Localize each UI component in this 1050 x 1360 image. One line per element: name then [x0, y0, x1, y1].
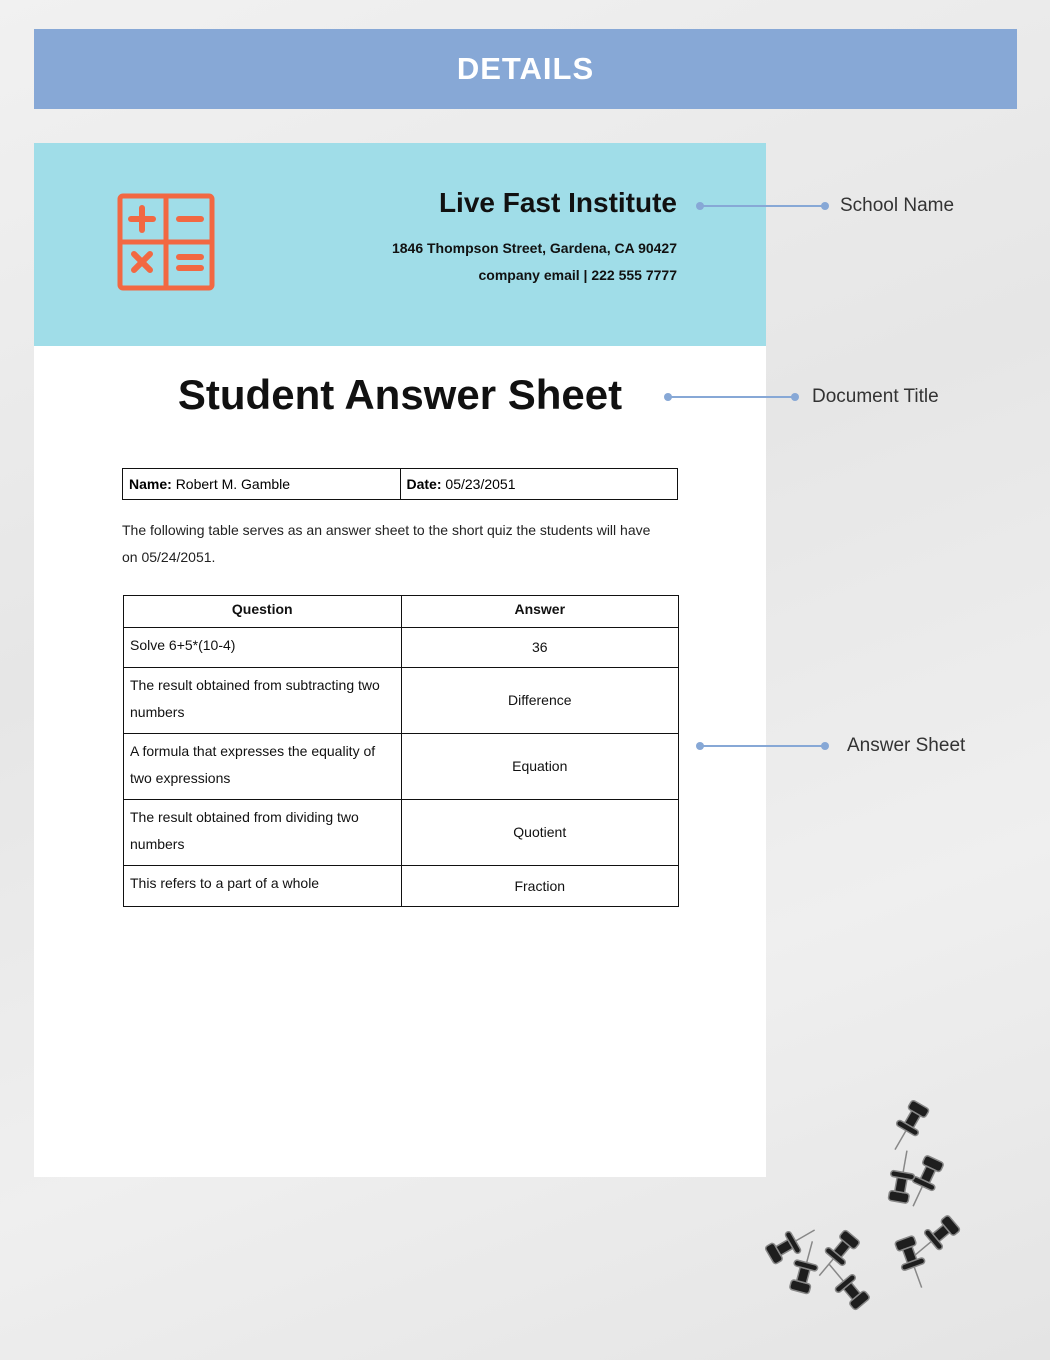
intro-text: The following table serves as an answer sheet to the short quiz the students will have on 05/24/2051.: [122, 522, 651, 565]
table-row: [124, 668, 679, 734]
name-label: Name:: [129, 476, 172, 492]
name-value: Robert M. Gamble: [175, 476, 291, 492]
name-cell: [123, 469, 400, 499]
school-contact: company email | 222 555 7777: [478, 267, 677, 283]
date-value: 05/23/2051: [445, 476, 516, 492]
answer-cell: Fraction: [401, 866, 679, 907]
question-cell: This refers to a part of a whole: [124, 866, 402, 907]
document-title: Student Answer Sheet: [177, 371, 623, 418]
table-row: [124, 866, 679, 907]
question-cell: Solve 6+5*(10-4): [124, 628, 402, 668]
answer-cell: 36: [401, 628, 679, 668]
calculator-logo-icon: [117, 193, 215, 291]
table-row: [124, 628, 679, 668]
question-cell: The result obtained from subtracting two numbers: [124, 668, 402, 734]
answer-cell: Difference: [401, 668, 679, 734]
table-row: [124, 734, 679, 800]
student-info: [122, 468, 678, 500]
answer-cell: Quotient: [401, 800, 679, 866]
answer-table: [123, 595, 679, 907]
details-banner: DETAILS: [34, 29, 1017, 109]
document-title-connector: [668, 396, 795, 398]
school-name: Live Fast Institute: [438, 187, 677, 218]
answer-sheet-connector: [700, 745, 825, 747]
question-cell: The result obtained from dividing two numbers: [124, 800, 402, 866]
school-address: 1846 Thompson Street, Gardena, CA 90427: [391, 240, 677, 256]
table-header-row: [124, 596, 679, 628]
question-cell: A formula that expresses the equality of two expressions: [124, 734, 402, 800]
document-header: [34, 143, 766, 346]
date-cell: [400, 469, 678, 499]
date-label: Date:: [406, 476, 442, 492]
header-question: Question: [124, 596, 402, 628]
school-name-connector: [700, 205, 825, 207]
table-row: [124, 800, 679, 866]
pushpins-decoration-icon: [750, 1090, 1010, 1320]
answer-cell: Equation: [401, 734, 679, 800]
header-answer: Answer: [401, 596, 679, 628]
document-title-callout: Document Title: [812, 386, 939, 407]
document-page: [34, 143, 766, 1177]
answer-sheet-callout: Answer Sheet: [847, 735, 966, 756]
school-name-callout: School Name: [840, 195, 955, 216]
